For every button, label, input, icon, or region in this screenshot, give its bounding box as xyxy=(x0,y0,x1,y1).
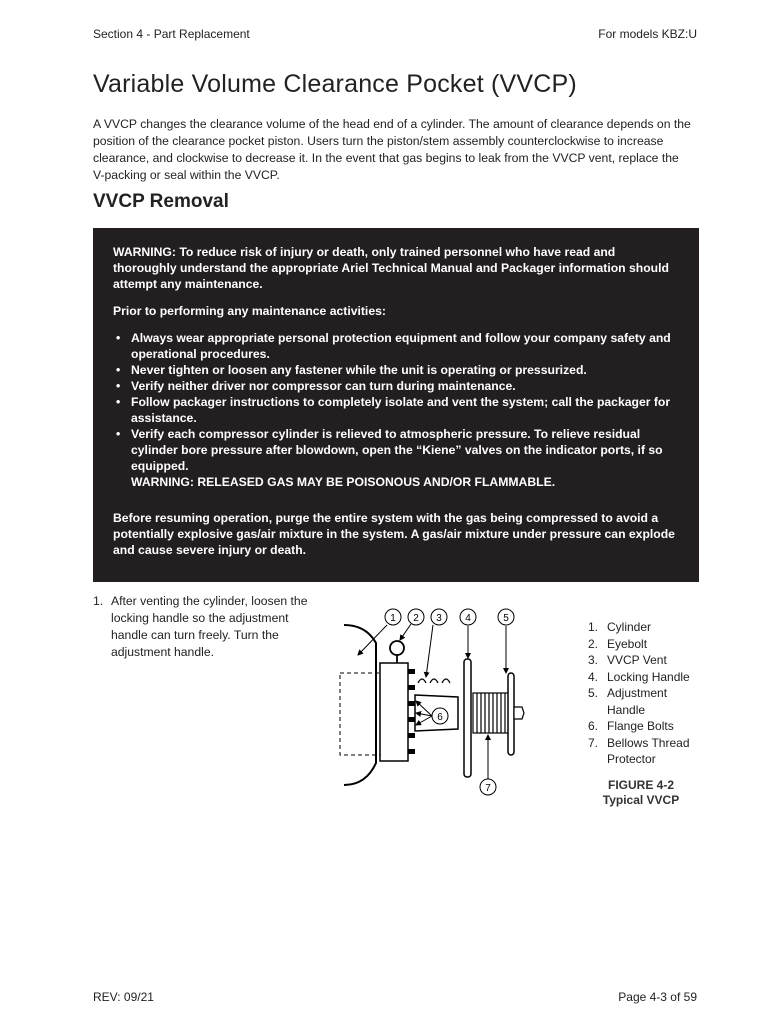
cylinder-body xyxy=(344,625,376,785)
warning-item: • Never tighten or loosen any fastener while the unit is operating or pressurized. xyxy=(113,362,677,378)
figure-caption xyxy=(590,778,692,808)
header-section: Section 4 - Part Replacement xyxy=(93,27,250,41)
cylinder-inner xyxy=(340,673,380,755)
figure-title: Typical VVCP xyxy=(602,793,680,807)
callout-7 xyxy=(480,779,496,795)
warning-item: • Always wear appropriate personal protection equipment and follow your company safety and operational procedures. xyxy=(113,330,677,362)
header-models: For models KBZ:U xyxy=(598,27,697,41)
callout-2 xyxy=(408,609,424,625)
svg-text:3: 3 xyxy=(436,613,442,624)
warning-intro: WARNING: To reduce risk of injury or death, only trained personnel who have read and thoroughly understand the appropriate Ariel Technical Manual and Packager information should attempt any maintenance. xyxy=(113,245,669,291)
warning-box xyxy=(93,228,699,582)
svg-text:1: 1 xyxy=(390,613,396,624)
step-text: After venting the cylinder, loosen the locking handle so the adjustment handle can turn freely. Turn the adjustment handle. xyxy=(111,594,308,659)
vvcp-vent xyxy=(418,679,450,683)
figure-legend xyxy=(588,619,702,768)
warning-item: • Verify each compressor cylinder is relieved to atmospheric pressure. To relieve residual cylinder bore pressure after blowdown, open the “Kiene” valves on the indicator ports, if so equipped. WARNING: RELEASED GAS MAY BE POISONOUS AND/OR FLAMMABLE. xyxy=(113,426,677,490)
step-number: 1. xyxy=(93,594,104,608)
bellows-thread-protector xyxy=(473,693,509,733)
flange-bolts xyxy=(408,669,415,754)
eyebolt xyxy=(390,641,404,663)
vvcp-figure xyxy=(336,603,576,813)
locking-handle xyxy=(464,659,471,777)
legend-item: 6. Flange Bolts xyxy=(588,719,674,733)
callout-5 xyxy=(498,609,514,625)
step-1 xyxy=(93,593,318,661)
legend-item: 2. Eyebolt xyxy=(588,636,648,651)
page-title: Variable Volume Clearance Pocket (VVCP) xyxy=(93,70,577,98)
svg-text:4: 4 xyxy=(465,613,471,624)
callout-3 xyxy=(431,609,447,625)
callout-6 xyxy=(432,708,448,724)
intro-paragraph: A VVCP changes the clearance volume of the head end of a cylinder. The amount of clearance depends on the position of the clearance pocket piston. Users turn the piston/stem assembly counterclockwise to increase clearance, and clockwise to decrease it. In the event that gas begins to leak from the VVCP vent, replace the V-packing or seal within the VVCP. xyxy=(93,117,691,182)
warning-list xyxy=(113,330,677,490)
section-heading: VVCP Removal xyxy=(93,191,229,212)
legend-item: 3. VVCP Vent xyxy=(588,653,667,667)
flange-plate xyxy=(380,663,408,761)
svg-text:2: 2 xyxy=(413,613,419,624)
footer-page-number: Page 4-3 of 59 xyxy=(618,990,697,1004)
legend-item: 1. Cylinder xyxy=(588,620,652,634)
warning-item: • Follow packager instructions to completely isolate and vent the system; call the packager for assistance. xyxy=(113,394,677,426)
legend-item: 7. Bellows Thread Protector xyxy=(588,735,690,766)
figure-number: FIGURE 4-2 xyxy=(607,778,674,792)
warning-resume: Before resuming operation, purge the entire system with the gas being compressed to avoid a potentially explosive gas/air mixture in the system. A gas/air mixture under pressure can explode and cause severe injury or death. xyxy=(113,511,675,557)
warning-prior: Prior to performing any maintenance activities: xyxy=(113,304,386,318)
gas-warning: WARNING: RELEASED GAS MAY BE POISONOUS AND/OR FLAMMABLE. xyxy=(131,475,556,489)
callout-1 xyxy=(385,609,401,625)
svg-text:7: 7 xyxy=(485,783,491,794)
warning-item: • Verify neither driver nor compressor can turn during maintenance. xyxy=(113,378,677,394)
adjustment-handle xyxy=(508,673,514,755)
legend-item: 4. Locking Handle xyxy=(588,669,690,684)
legend-item: 5. Adjustment Handle xyxy=(588,686,668,717)
callout-4 xyxy=(460,609,476,625)
svg-text:5: 5 xyxy=(503,613,509,624)
stem-nut xyxy=(514,707,524,719)
footer-revision: REV: 09/21 xyxy=(93,990,154,1004)
svg-text:6: 6 xyxy=(437,712,443,723)
